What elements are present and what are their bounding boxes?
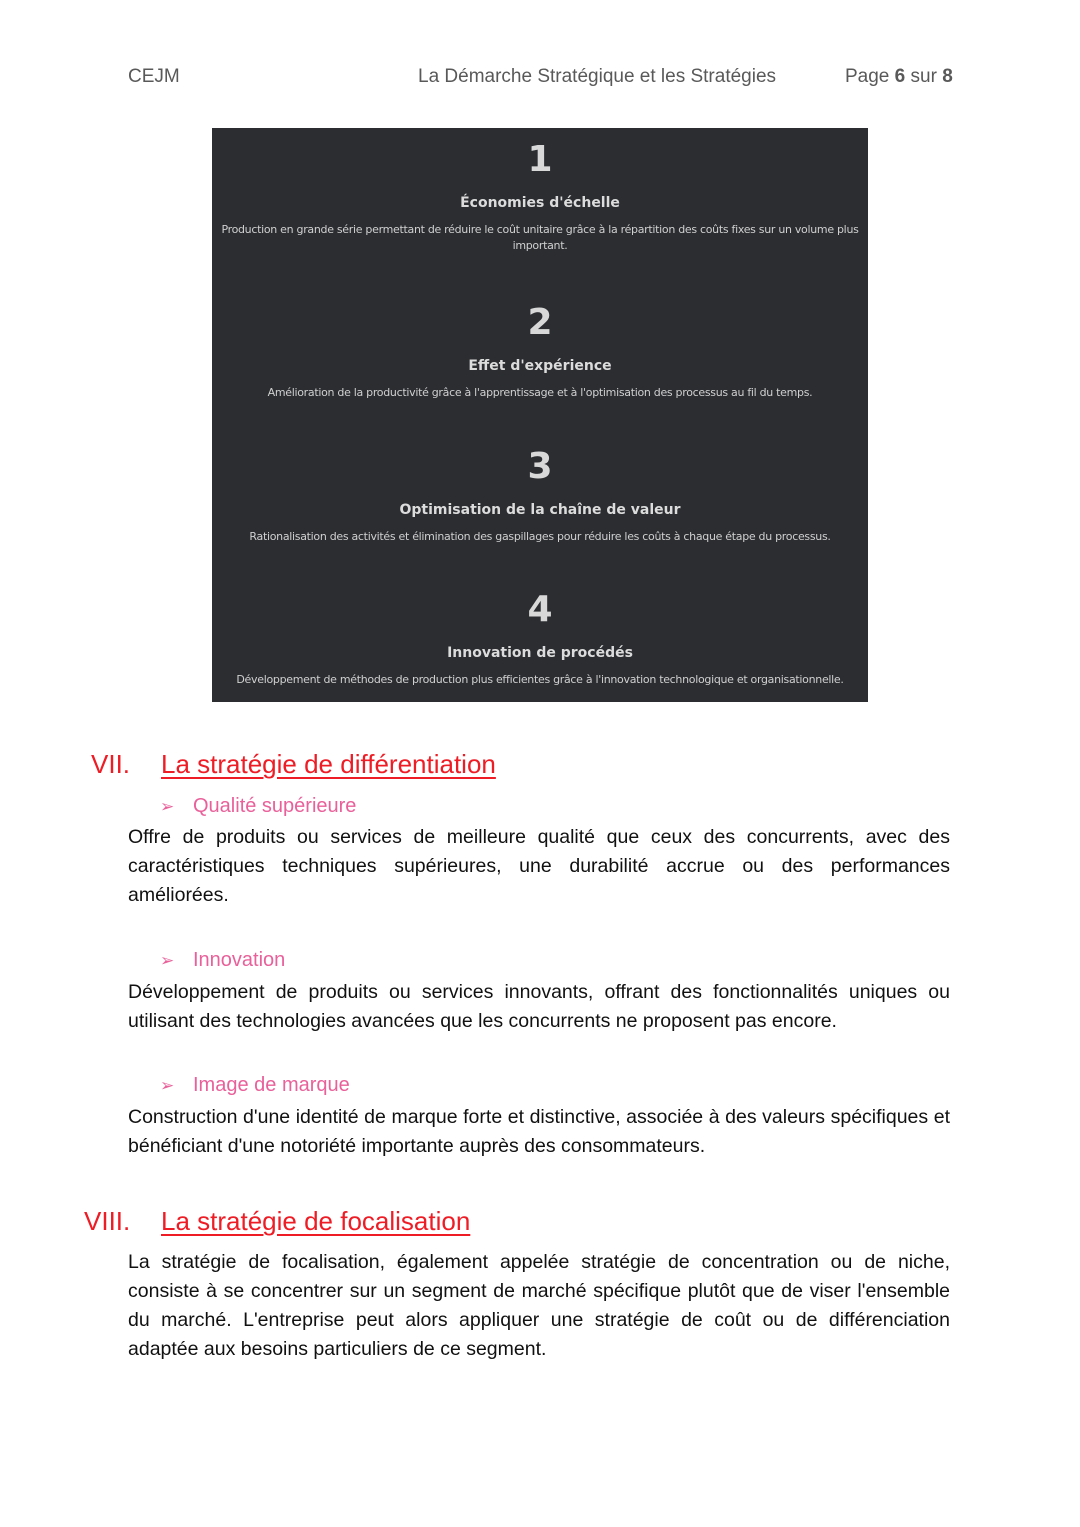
step-description: Rationalisation des activités et élimination des gaspillages pour réduire les coûts à chaque étape du processus.	[249, 530, 831, 543]
step-number: 2	[527, 302, 553, 343]
step-title: Effet d'expérience	[468, 358, 612, 374]
bullet-qualite-superieure	[160, 793, 356, 820]
bullet-label: Image de marque	[193, 1074, 350, 1096]
bullet-innovation	[160, 947, 285, 974]
figure-step-4	[212, 590, 868, 689]
step-number: 1	[527, 139, 553, 180]
bullet-label: Qualité supérieure	[193, 795, 357, 817]
paragraph-qualite: Offre de produits ou services de meilleure qualité que ceux des concurrents, avec des caractéristiques techniques supérieures, une durabilité accrue ou des performances améliorées.	[128, 826, 950, 906]
step-description	[212, 220, 868, 255]
step-number: 3	[527, 446, 553, 487]
step-title: Innovation de procédés	[447, 645, 633, 661]
cost-leadership-figure	[212, 128, 868, 702]
page-sep: sur	[910, 66, 937, 87]
arrow-bullet-icon: ➢	[160, 1076, 175, 1095]
bullet-label: Innovation	[193, 949, 286, 971]
arrow-bullet-icon: ➢	[160, 951, 175, 970]
paragraph-image-de-marque: Construction d'une identité de marque forte et distinctive, associée à des valeurs spécifiques et bénéficiant d'une notoriété importante auprès des consommateurs.	[128, 1106, 950, 1157]
section-title: La stratégie de différentiation	[161, 749, 496, 779]
step-description-line: important.	[512, 239, 568, 252]
page-number	[845, 66, 953, 88]
step-number: 4	[527, 589, 553, 630]
paragraph-innovation: Développement de produits ou services innovants, offrant des fonctionnalités uniques ou utilisant des technologies avancées que les concurrents ne proposent pas encore.	[128, 981, 950, 1032]
paragraph-focalisation: La stratégie de focalisation, également appelée stratégie de concentration ou de niche, consiste à se concentrer sur un segment de marché spécifique plutôt que de viser l'ensemble du marché. L'entreprise peut alors appliquer une stratégie de coût ou de différenciation adaptée aux besoins particuliers de ce segment.	[128, 1251, 950, 1360]
section-heading-vii	[0, 748, 1080, 780]
section-numeral: VII.	[91, 749, 131, 779]
page-header	[0, 66, 1080, 92]
section-heading-viii	[0, 1205, 1080, 1237]
figure-step-3	[212, 447, 868, 546]
figure-step-2	[212, 303, 868, 402]
step-description-line: Production en grande série permettant de réduire le coût unitaire grâce à la répartition des coûts fixes sur un volume plus	[221, 223, 859, 236]
section-title: La stratégie de focalisation	[161, 1206, 471, 1236]
page-total: 8	[942, 66, 953, 87]
arrow-bullet-icon: ➢	[160, 797, 175, 816]
figure-step-1	[212, 140, 868, 255]
step-title: Économies d'échelle	[460, 195, 620, 211]
page-prefix: Page	[845, 66, 890, 87]
bullet-image-de-marque	[160, 1072, 350, 1099]
header-course: CEJM	[128, 66, 180, 87]
step-title: Optimisation de la chaîne de valeur	[399, 502, 681, 518]
step-description: Amélioration de la productivité grâce à l'apprentissage et à l'optimisation des processus au fil du temps.	[267, 386, 813, 399]
page-current: 6	[894, 66, 906, 87]
section-numeral: VIII.	[84, 1206, 131, 1236]
header-title: La Démarche Stratégique et les Stratégies	[418, 66, 777, 87]
step-description: Développement de méthodes de production plus efficientes grâce à l'innovation technologique et organisationnelle.	[236, 673, 844, 686]
